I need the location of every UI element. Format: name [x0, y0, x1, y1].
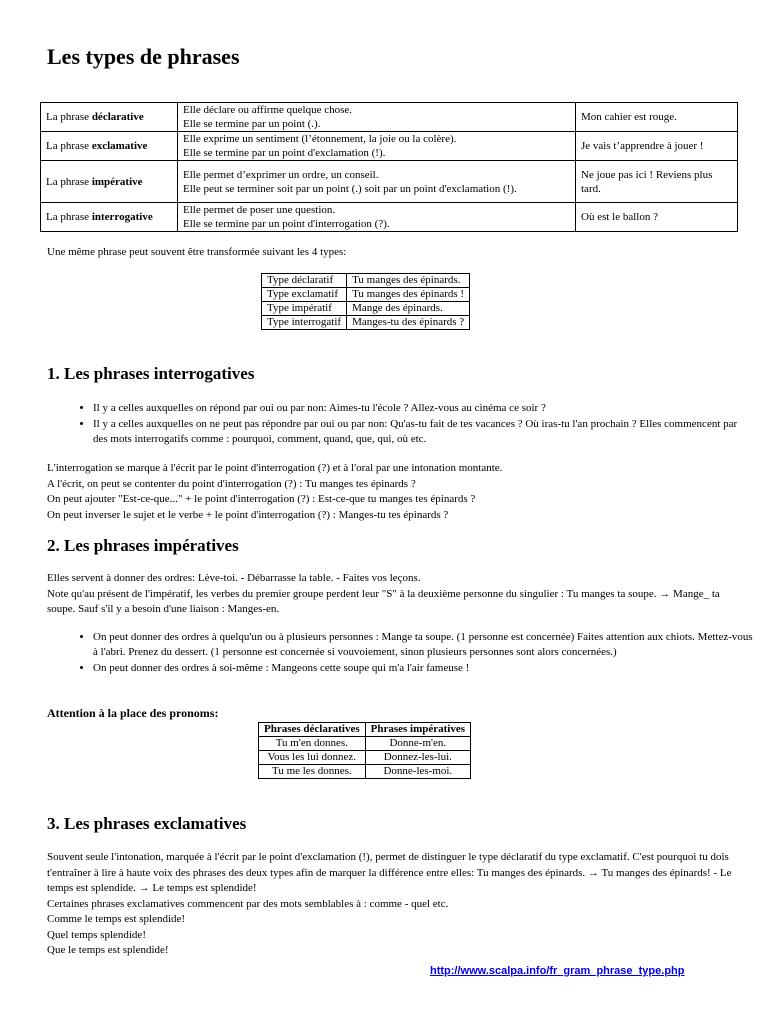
type-description: [178, 132, 576, 161]
table-cell: Donne-les-moi.: [365, 765, 470, 779]
intro-line: Une même phrase peut souvent être transformée suivant les 4 types:: [47, 246, 347, 258]
label-bold: exclamative: [91, 140, 148, 152]
text-line: Souvent seule l'intonation, marquée à l'écrit par le point d'exclamation (!), permet de distinguer le type déclaratif du type exclamatif. C'est pourquoi tu dois t'entraîner à lire à haute voix des phrases des deux types afin de marquer la différence entre elles: Tu manges des épinards. → Tu manges des épinards! - Le temps est splendide. → Le temps est splendide!: [47, 851, 732, 894]
label-prefix: La phrase: [46, 211, 92, 223]
table-cell: Tu manges des épinards.: [347, 274, 470, 288]
table-header-row: [259, 723, 471, 737]
type-description: [178, 161, 576, 203]
desc-line: Elle exprime un sentiment (l’étonnement, la joie ou la colère).: [183, 133, 457, 145]
type-example: Je vais t’apprendre à jouer !: [576, 132, 738, 161]
label-bold: impérative: [91, 175, 143, 188]
type-label: [41, 103, 178, 132]
table-row: [41, 132, 738, 161]
table-row: [259, 751, 471, 765]
text-line: Certaines phrases exclamatives commencent par des mots semblables à : comme - quel etc.: [47, 897, 449, 910]
table-row: [259, 765, 471, 779]
text-line: On peut inverser le sujet et le verbe + le point d'interrogation (?) : Manges-tu tes épinards ?: [47, 508, 449, 521]
table-cell: Vous les lui donnez.: [259, 751, 366, 765]
type-label: [41, 203, 178, 232]
desc-line: Elle déclare ou affirme quelque chose.: [183, 104, 352, 116]
types-table: [40, 102, 738, 232]
label-bold: déclarative: [91, 111, 144, 123]
exclamative-paragraph: [47, 850, 737, 959]
pronoun-table: [258, 722, 471, 779]
list-item: • On peut donner des ordres à quelqu'un ou à plusieurs personnes : Mange ta soupe. (1 personne est concernée) Faites attention aux chiots. Mettez-vous à l'abri. Prenez du dessert. (1 personne est concernée si vouvoiement, sinon plusieurs personnes sont alors concernées.): [93, 630, 753, 660]
source-link[interactable]: http://www.scalpa.info/fr_gram_phrase_type.php: [430, 965, 685, 977]
imperative-bullets: [65, 630, 753, 677]
attention-label: Attention à la place des pronoms:: [47, 706, 219, 720]
type-description: [178, 203, 576, 232]
table-row: [41, 161, 738, 203]
type-example: Ne joue pas ici ! Reviens plus tard.: [576, 161, 738, 203]
table-header: Phrases déclaratives: [259, 723, 366, 737]
type-label: [41, 161, 178, 203]
imperative-paragraph: [47, 571, 737, 618]
page-title: Les types de phrases: [47, 44, 240, 69]
table-cell: Tu me les donnes.: [259, 765, 366, 779]
table-cell: Donnez-les-lui.: [365, 751, 470, 765]
section-heading: 1. Les phrases interrogatives: [47, 364, 255, 383]
table-row: [41, 103, 738, 132]
list-item: • Il y a celles auxquelles on ne peut pas répondre par oui ou par non: Qu'as-tu fait de tes vacances ? Où iras-tu l'an prochain ? Elles commencent par des mots interrogatifs comme : pourquoi, comment, quand, que, qui, où etc.: [93, 417, 753, 447]
text-line: L'interrogation se marque à l'écrit par le point d'interrogation (?) et à l'oral par une intonation montante.: [47, 462, 503, 474]
table-cell: Type impératif: [262, 302, 347, 316]
section-heading: 2. Les phrases impératives: [47, 536, 239, 555]
table-cell: Manges-tu des épinards ?: [347, 316, 470, 330]
label-bold: interrogative: [91, 211, 153, 223]
text-line: Elles servent à donner des ordres: Lève-toi. - Débarrasse la table. - Faites vos leçons.: [47, 572, 421, 584]
transform-table: [261, 273, 470, 330]
type-example: Mon cahier est rouge.: [576, 103, 738, 132]
table-row: [259, 737, 471, 751]
text-line: Note qu'au présent de l'impératif, les verbes du premier groupe perdent leur "S" à la deuxième personne du singulier : Tu manges ta soupe. → Mange_ ta soupe. Sauf s'il y a besoin d'une liaison : Manges-en.: [47, 587, 720, 615]
desc-line: Elle se termine par un point d'exclamation (!).: [183, 147, 386, 159]
table-cell: Tu manges des épinards !: [347, 288, 470, 302]
table-cell: Tu m'en donnes.: [259, 737, 366, 751]
table-cell: Type interrogatif: [262, 316, 347, 330]
desc-line: Elle permet de poser une question.: [183, 204, 336, 216]
table-row: [262, 288, 470, 302]
table-cell: Type exclamatif: [262, 288, 347, 302]
table-row: [262, 302, 470, 316]
text-line: Comme le temps est splendide!: [47, 913, 186, 925]
text-line: On peut ajouter "Est-ce-que..." + le point d'interrogation (?) : Est-ce-que tu manges tes épinards ?: [47, 493, 476, 505]
label-prefix: La phrase: [46, 175, 92, 188]
table-cell: Donne-m'en.: [365, 737, 470, 751]
interrogative-paragraph: [47, 461, 737, 523]
desc-line: Elle peut se terminer soit par un point (.) soit par un point d'exclamation (!).: [183, 182, 517, 195]
list-item: • Il y a celles auxquelles on répond par oui ou par non: Aimes-tu l'école ? Allez-vous au cinéma ce soir ?: [93, 401, 753, 416]
type-example: Où est le ballon ?: [576, 203, 738, 232]
table-row: [262, 316, 470, 330]
type-label: [41, 132, 178, 161]
table-cell: Type déclaratif: [262, 274, 347, 288]
desc-line: Elle se termine par un point d'interrogation (?).: [183, 218, 390, 230]
desc-line: Elle permet d’exprimer un ordre, un conseil.: [183, 168, 379, 181]
text-line: Que le temps est splendide!: [47, 944, 169, 956]
list-item: • On peut donner des ordres à soi-même : Mangeons cette soupe qui m'a l'air fameuse !: [93, 661, 753, 676]
type-description: [178, 103, 576, 132]
table-cell: Mange des épinards.: [347, 302, 470, 316]
label-prefix: La phrase: [46, 111, 92, 123]
table-row: [262, 274, 470, 288]
interrogative-bullets: [65, 401, 753, 448]
text-line: Quel temps splendide!: [47, 928, 146, 941]
desc-line: Elle se termine par un point (.).: [183, 118, 321, 130]
table-row: [41, 203, 738, 232]
section-heading: 3. Les phrases exclamatives: [47, 814, 247, 833]
label-prefix: La phrase: [46, 140, 92, 152]
text-line: A l'écrit, on peut se contenter du point d'interrogation (?) : Tu manges tes épinards ?: [47, 477, 416, 490]
table-header: Phrases impératives: [365, 723, 470, 737]
